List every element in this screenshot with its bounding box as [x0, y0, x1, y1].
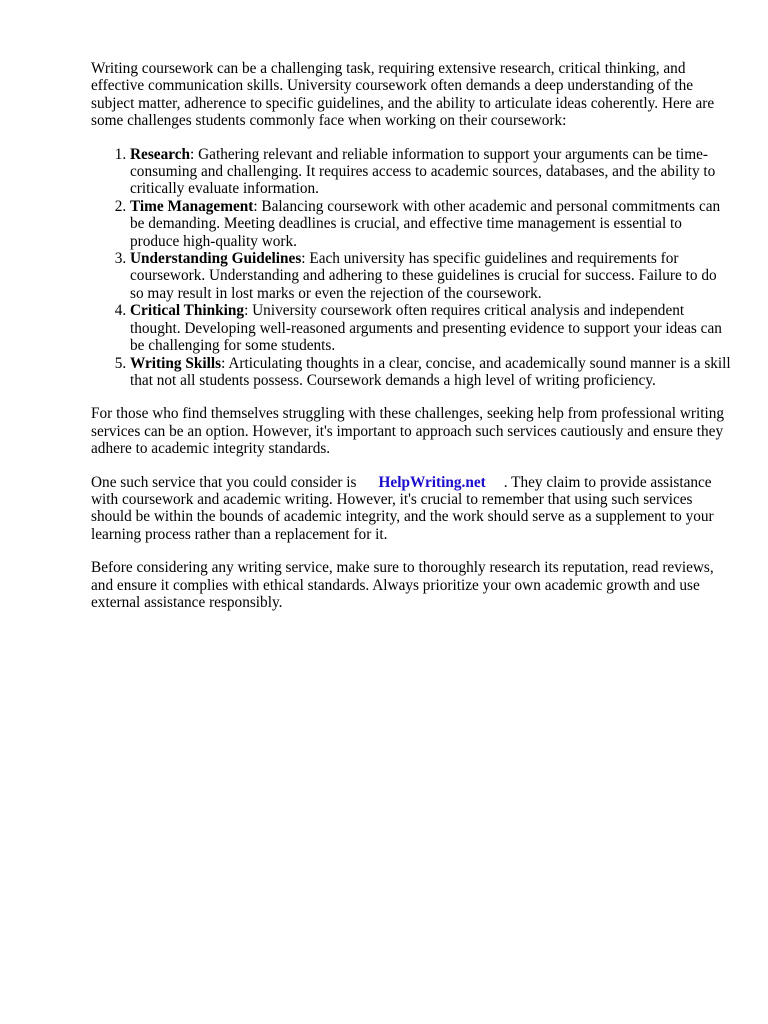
list-item	[130, 198, 731, 250]
closing-paragraph: Before considering any writing service, make sure to thoroughly research its reputation, read reviews, and ensure it complies with ethical standards. Always prioritize your own academic growth and use external assistance responsibly.	[91, 559, 714, 611]
list-item-text: : Each university has specific guidelines and requirements for coursework. Understanding and adhering to these guidelines is crucial for success. Failure to do so may result in lost marks or even the rejection of the coursework.	[130, 250, 717, 302]
list-item-text: : Articulating thoughts in a clear, concise, and academically sound manner is a skill that not all students possess. Coursework demands a high level of writing proficiency.	[130, 354, 731, 389]
service-text-after: . They claim to provide assistance with coursework and academic writing. However, it's crucial to remember that using such services should be within the bounds of academic integrity, and the work should serve as a supplement to your learning process rather than a replacement for it.	[91, 473, 714, 543]
list-item-term: Research	[130, 145, 191, 163]
list-item	[130, 146, 731, 198]
intro-paragraph: Writing coursework can be a challenging task, requiring extensive research, critical thinking, and effective communication skills. University coursework often demands a deep understanding of the subject matter, adherence to specific guidelines, and the ability to articulate ideas coherently. Here are some challenges students commonly face when working on their coursework:	[91, 60, 715, 130]
list-item-term: Understanding Guidelines	[130, 250, 302, 268]
service-text-before: One such service that you could consider is	[91, 473, 357, 491]
list-item-term: Time Management	[130, 197, 254, 215]
list-item-text: : Gathering relevant and reliable information to support your arguments can be time-consuming and challenging. It requires access to academic sources, databases, and the ability to critically evaluate information.	[130, 145, 716, 198]
list-item-term: Critical Thinking	[130, 302, 245, 320]
document-page	[91, 60, 731, 627]
list-item-text: : University coursework often requires critical analysis and independent thought. Developing well-reasoned arguments and presenting evidence to support your ideas can be challenging for some students.	[130, 302, 722, 355]
list-item-term: Writing Skills	[130, 354, 222, 372]
challenges-list	[91, 146, 731, 390]
service-paragraph	[91, 474, 731, 544]
list-item	[130, 355, 731, 390]
list-item-text: : Balancing coursework with other academic and personal commitments can be demanding. Meeting deadlines is crucial, and effective time management is essential to produce high-quality work.	[130, 197, 721, 250]
list-item	[130, 250, 731, 302]
list-item	[130, 302, 731, 354]
help-paragraph: For those who find themselves struggling with these challenges, seeking help from professional writing services can be an option. However, it's important to approach such services cautiously and ensure they adhere to academic integrity standards.	[91, 405, 725, 458]
helpwriting-link[interactable]: HelpWriting.net	[378, 473, 486, 491]
